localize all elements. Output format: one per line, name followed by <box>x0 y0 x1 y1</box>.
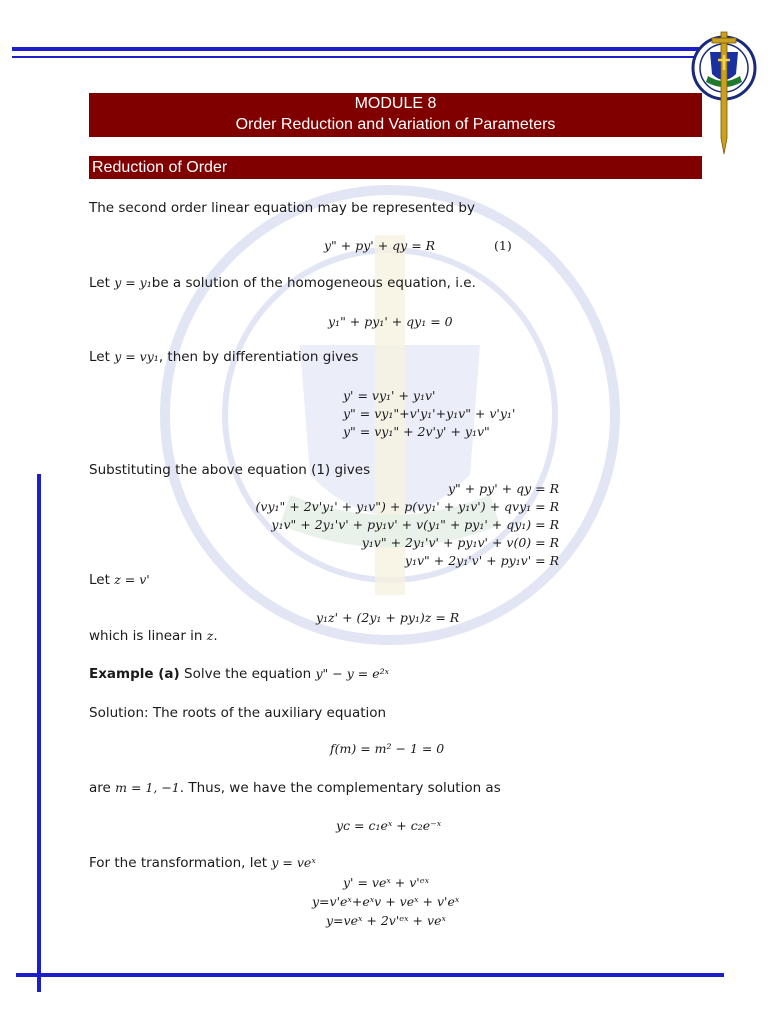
equation-transform-2: y=v'eˣ+eˣv + veˣ + v'eˣ <box>312 894 460 909</box>
example-a <box>89 665 389 683</box>
top-rule-thin <box>12 56 702 58</box>
equation-transform-1: y' = veˣ + v'ᵉˣ <box>343 875 430 890</box>
section-banner <box>89 156 702 179</box>
equation-linear-z: y₁z' + (2y₁ + py₁)z = R <box>316 610 460 625</box>
paragraph-let-vy1 <box>89 348 358 366</box>
equation-sub-5: y₁v" + 2y₁'v' + py₁v' = R <box>404 553 559 568</box>
text-fragment: Let <box>89 275 110 291</box>
equation-derivative-3: y" = vy₁" + 2v'y' + y₁v" <box>343 424 490 439</box>
paragraph-let-z <box>89 571 150 589</box>
text-fragment: be a solution of the homogeneous equation, i.e. <box>151 275 476 291</box>
equation-complementary: yᴄ = c₁eˣ + c₂e⁻ˣ <box>336 818 442 833</box>
equation-sub-2: (vy₁" + 2v'y₁' + y₁v") + p(vy₁' + y₁v') + qvy₁ = R <box>255 499 559 514</box>
example-label: Example (a) <box>89 666 180 682</box>
inline-math: z <box>206 628 214 643</box>
paragraph-intro: The second order linear equation may be represented by <box>89 200 475 216</box>
equation-1-tag: (1) <box>494 238 512 253</box>
equation-auxiliary: f(m) = m² − 1 = 0 <box>330 741 445 756</box>
module-number: MODULE 8 <box>354 95 437 112</box>
text-fragment: Let <box>89 349 110 365</box>
inline-math: y = y₁ <box>114 275 152 290</box>
equation-transform-3: y=veˣ + 2v'ᵉˣ + veˣ <box>326 913 446 928</box>
inline-math: z = v' <box>114 572 150 587</box>
paragraph-linear-in-z <box>89 627 218 645</box>
paragraph-transformation <box>89 854 316 872</box>
inline-math: y = vy₁ <box>114 349 159 364</box>
paragraph-roots <box>89 779 501 797</box>
text-fragment: . <box>213 628 218 644</box>
text-fragment: which is linear in <box>89 628 203 644</box>
equation-1: y" + py' + qy = R <box>324 238 436 253</box>
left-margin-rule <box>37 474 41 992</box>
text-fragment: are <box>89 780 111 796</box>
paragraph-solution: Solution: The roots of the auxiliary equation <box>89 705 387 721</box>
section-title: Reduction of Order <box>92 159 228 176</box>
paragraph-let-y1 <box>89 274 476 292</box>
inline-math: y" − y = e²ˣ <box>315 666 390 681</box>
paragraph-substituting: Substituting the above equation (1) gives <box>89 462 371 478</box>
text-fragment: . Thus, we have the complementary solution as <box>179 780 501 796</box>
bottom-rule <box>16 973 724 977</box>
equation-sub-3: y₁v" + 2y₁'v' + py₁v' + v(y₁" + py₁' + qy₁) = R <box>271 517 559 532</box>
equation-derivative-2: y" = vy₁"+v'y₁'+y₁v" + v'y₁' <box>343 406 516 421</box>
text-fragment: , then by differentiation gives <box>158 349 359 365</box>
module-banner <box>89 93 702 137</box>
equation-derivative-1: y' = vy₁' + y₁v' <box>343 388 436 403</box>
top-rule <box>12 47 702 51</box>
module-title: Order Reduction and Variation of Parameters <box>235 116 556 133</box>
equation-homogeneous: y₁" + py₁' + qy₁ = 0 <box>328 314 453 329</box>
inline-math: y = veˣ <box>271 855 316 870</box>
equation-sub-4: y₁v" + 2y₁'v' + py₁v' + v(0) = R <box>361 535 559 550</box>
text-fragment: Let <box>89 572 110 588</box>
text-fragment: Solve the equation <box>184 666 312 682</box>
text-fragment: For the transformation, let <box>89 855 268 871</box>
inline-math: m = 1, −1 <box>115 780 180 795</box>
equation-sub-1: y" + py' + qy = R <box>447 481 559 496</box>
